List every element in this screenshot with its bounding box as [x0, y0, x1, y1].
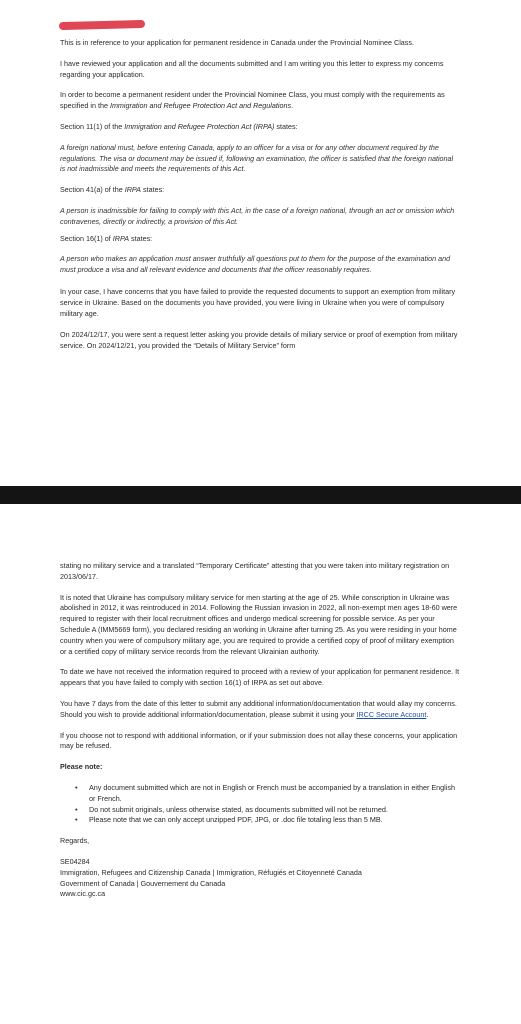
- letter-page-2: [0, 504, 521, 1024]
- section-11-act-name: Immigration and Refugee Protection Act (IRPA): [124, 121, 275, 131]
- refusal-paragraph: If you choose not to respond with additional information, or if your submission does not allay these concerns, your application may be refused.: [60, 730, 458, 751]
- requirement-act-name: Immigration and Refugee Protection Act and Regulations: [109, 101, 292, 111]
- section-16-quote: A person who makes an application must answer truthfully all questions put to them for the purpose of the examination and must produce a visa and all relevant evidence and documents that the officer reasonably requires.: [60, 254, 451, 275]
- requirement-text: In order to become a permanent resident under the Provincial Nominee Class, you must comply with the requirements as specified in the: [60, 90, 445, 111]
- salutation-line: [60, 20, 460, 32]
- bullet-icon: •: [75, 782, 78, 792]
- signature-code: SE04284: [60, 856, 90, 866]
- note-text: Please note that we can only accept unzipped PDF, JPG, or .doc file totaling less than 5 MB.: [89, 815, 383, 825]
- section-11-label: Section 11(1) of the: [60, 121, 125, 131]
- section-41-heading: [60, 185, 460, 196]
- intro-paragraph: This is in reference to your application for permanent residence in Canada under the Provincial Nominee Class.: [60, 38, 414, 47]
- section-11-states: states:: [274, 121, 298, 131]
- website: www.cic.gc.ca: [60, 889, 106, 899]
- section-41-act-name: IRPA: [124, 185, 141, 195]
- to-date-paragraph: To date we have not received the information required to proceed with a review of your application for permanent residence. It appears that you have failed to comply with section 16(1) of IRPA as set out above.: [60, 667, 460, 688]
- note-text: Do not submit originals, unless otherwise stated, as documents submitted will not be returned.: [89, 804, 388, 814]
- reviewed-paragraph: I have reviewed your application and all the documents submitted and I am writing you this letter to express my concerns regarding your application.: [60, 58, 444, 79]
- department-name: Immigration, Refugees and Citizenship Canada | Immigration, Réfugiés et Citoyenneté Canada: [60, 867, 362, 877]
- section-41-states: states:: [140, 185, 165, 195]
- note-text: Any document submitted which are not in English or French must be accompanied by a translation in either English or French.: [89, 782, 455, 803]
- bullet-icon: •: [75, 815, 78, 825]
- section-11-quote: A foreign national must, before entering Canada, apply to an officer for a visa or for any other document required by the regulations. The visa or document may be issued if, following an examination, the officer is satisfied that the foreign national is not inadmissible and meets the requirements of this Act.: [60, 142, 454, 174]
- requirement-paragraph: [60, 90, 460, 112]
- seven-days-paragraph: [60, 699, 460, 721]
- seven-days-end: .: [426, 709, 429, 719]
- letter-page-1-body: [60, 20, 460, 352]
- letter-page-2-body: [60, 561, 460, 900]
- notes-list: [60, 783, 460, 826]
- ircc-secure-account-link[interactable]: IRCC Secure Account: [356, 709, 427, 719]
- closing: Regards,: [60, 836, 90, 846]
- list-item: [75, 804, 460, 816]
- government-name: Government of Canada | Gouvernement du Canada: [60, 878, 226, 888]
- section-16-heading: [60, 234, 460, 245]
- continuation-paragraph: stating no military service and a translated “Temporary Certificate” attesting that you were taken into military registration on 2013/06/17.: [60, 561, 450, 581]
- section-41-quote: A person is inadmissible for failing to comply with this Act, in the case of a foreign national, through an act or omission which contravenes, directly or indirectly, a provision of this Act.: [60, 205, 455, 226]
- section-16-states: states:: [129, 233, 153, 243]
- redaction-mark: [59, 20, 145, 30]
- note-heading: Please note:: [60, 762, 103, 772]
- compulsory-service-paragraph: It is noted that Ukraine has compulsory military service for men starting at the age of 25. While conscription in Ukraine was abolished in 2012, it was reintroduced in 2014. Following the Russian invasion in 2022, all non-exempt men ages 18-60 were required to register with their local recruitment offices and undergo medical screening for possible service. As per your Schedule A (IMM5669 form), you declared residing an working in Ukraine after turning 25. As you were residing in your home country when you were of compulsory military age, you are required to provide a certified copy of proof of military exemption or a certified copy of military service records from the relevant Ukrainian authority.: [60, 592, 458, 656]
- requirement-end: .: [291, 101, 294, 111]
- request-paragraph: On 2024/12/17, you were sent a request letter asking you provide details of miliary service or proof of exemption from military service. On 2024/12/21, you provided the “Details of Military Service” form: [60, 330, 458, 351]
- list-item: [75, 815, 460, 826]
- section-16-act-name: IRPA: [112, 233, 129, 243]
- letter-page-1: [0, 0, 521, 486]
- section-11-heading: [60, 122, 460, 133]
- page-separator: [0, 486, 521, 504]
- bullet-icon: •: [75, 804, 78, 814]
- section-16-label: Section 16(1) of: [60, 233, 113, 243]
- list-item: [75, 782, 460, 805]
- seven-days-text: You have 7 days from the date of this letter to submit any additional information/documentation that would allay my concerns. Should you wish to provide additional information/documentation, please submit it using your: [60, 698, 457, 719]
- concern-paragraph: In your case, I have concerns that you have failed to provide the requested documents to support an exemption from military service in Ukraine. Based on the documents you have provided, you were living in Ukraine when you were of compulsory military age.: [60, 286, 456, 318]
- section-41-label: Section 41(a) of the: [60, 185, 125, 195]
